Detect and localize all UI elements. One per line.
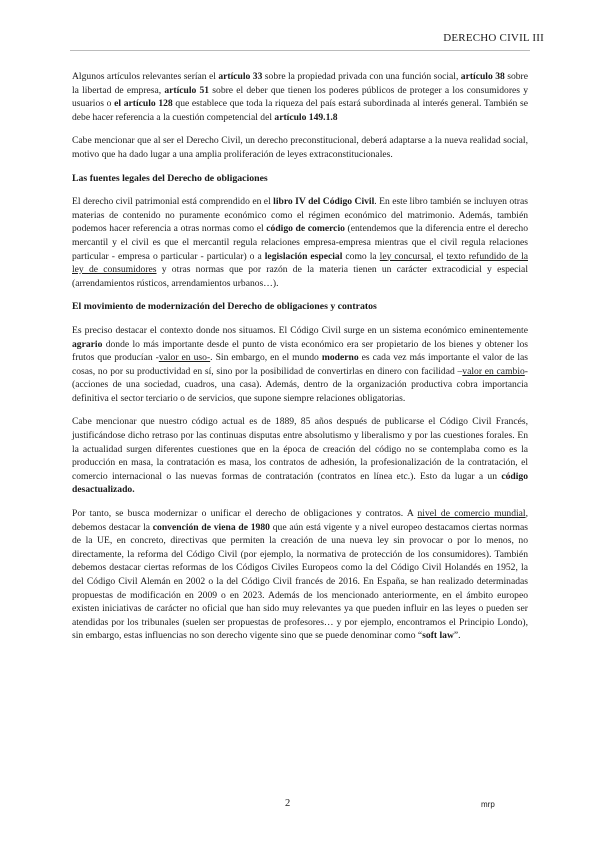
text-run: El derecho civil patrimonial está comprendido en el	[72, 196, 274, 208]
author-initials: mrp	[481, 800, 495, 809]
bold-convencion-viena: convención de viena de 1980	[152, 521, 270, 533]
text-run: (entendemos que la diferencia entre el derecho mercantil y el civil es que el mercantil regula relaciones empresa-empresa mientras que el civil regula relaciones particular - empresa o particular - particular) o a	[72, 223, 528, 262]
heading-modernization: El movimiento de modernización del Derecho de obligaciones y contratos	[72, 301, 377, 313]
text-run: sobre el deber que tienen los poderes públicos de proteger a los consumidores y usuarios o	[72, 84, 529, 110]
paragraph-code-1889	[72, 415, 528, 497]
text-run: sobre la libertad de empresa,	[72, 71, 528, 96]
underline-valor-en-cambio: valor en cambio	[462, 365, 525, 377]
paragraph-preconstitutional: Cabe mencionar que al ser el Derecho Civil, un derecho preconstitucional, deberá adaptarse a la nueva realidad social, motivo que ha dado lugar a una amplia proliferación de leyes extraconstitucionales.	[72, 135, 528, 160]
header-divider	[70, 50, 530, 51]
underline-texto-refundido: texto refundido de la ley de consumidores	[72, 250, 529, 276]
paragraph-civil-patrimonial	[72, 195, 528, 290]
bold-article-38: artículo 38	[460, 71, 505, 82]
text-run: . En este libro también se incluyen otras materias de contenido no puramente económico como el régimen económico del matrimonio. Además, también podemos hacer referencia a otras normas como el	[72, 196, 528, 235]
heading-legal-sources: Las fuentes legales del Derecho de obligaciones	[72, 172, 268, 184]
bold-article-128: el artículo 128	[114, 98, 173, 110]
bold-legislacion-especial: legislación especial	[264, 250, 343, 262]
running-header: DERECHO CIVIL III	[443, 32, 544, 44]
bold-codigo-comercio: código de comercio	[266, 223, 345, 235]
text-run: . Sin embargo, en el mundo	[210, 352, 322, 364]
text-run: , debemos destacar la	[72, 508, 528, 533]
text-run: donde lo más importante desde el punto de vista económico era ser propietario de los bienes y obtener los frutos que producían -	[72, 338, 528, 364]
bold-soft-law: soft law	[422, 630, 454, 642]
bold-article-149: artículo 149.1.8	[274, 111, 338, 123]
document-body	[72, 70, 528, 653]
text-run: que aún está vigente y a nivel europeo destacamos ciertas normas de la UE, en concreto, directivas que permiten la creación de una nueva ley sin provocar o por lo menos, no directamente, la reforma del Código Civil (por ejemplo, la normativa de protección de los consumidores). También debemos destacar ciertas reformas de los Códigos Civiles Europeos como la del Código Civil Holandés en 1952, la del Código Civil Alemán en 2002 o la del Código Civil francés de 2016. En España, se han realizado determinadas propuestas de modificación en 2009 o en 2023. Además de los mencionado anteriormente, en el ámbito europeo existen iniciativas de carácter no oficial que han sido muy relevantes ya que pueden influir en las leyes o pueden ser atendidas por los tribunales (suelen ser propuestas de profesores… y por ejemplo, encontramos el Principio Londo), sin embargo, estas influencias no son derecho vigente sino que se puede denominar como “	[72, 521, 528, 642]
text-run: sobre la propiedad privada con una función social,	[262, 71, 461, 82]
underline-valor-en-uso: valor en uso-	[158, 352, 211, 364]
text-run: - (acciones de una sociedad, cuadros, una casa). Además, dentro de la organización productiva cobra importancia definitiva el sector terciario o de servicios, que supone siempre relaciones obligatorias.	[72, 365, 528, 404]
text-run: Algunos artículos relevantes serían el	[72, 71, 219, 82]
bold-moderno: moderno	[321, 352, 359, 364]
text-run: y otras normas que por razón de la materia tienen un carácter extracodicial y especial (arrendamientos rústicos, arrendamientos urbanos…).	[72, 264, 528, 289]
text-run: Cabe mencionar que nuestro código actual es de 1889, 85 años después de publicarse el Código Civil Francés, justificándose dicho retraso por las continuas disputas entre absolutismo y liberalismo y por las cuestiones forales. En la actualidad surgen diferentes cuestiones que en la época de creación del código no se contemplaba como es la producción en masa, la contratación es masa, los contratos de adhesión, la profesionalización de la contratación, el comercio internacional o las nuevas formas de contratación (contratos en línea etc.). Esto da lugar a un	[72, 416, 528, 482]
text-run: ”.	[453, 630, 461, 642]
paragraph-constitution-articles	[72, 70, 528, 124]
text-run: , el	[431, 250, 447, 262]
bold-codigo-desactualizado: código desactualizado.	[72, 470, 528, 496]
text-run: como la	[342, 250, 380, 262]
underline-ley-concursal: ley concursal	[379, 250, 432, 262]
bold-article-51: artículo 51	[164, 84, 210, 96]
bold-agrario: agrario	[72, 338, 103, 350]
bold-article-33: artículo 33	[218, 71, 263, 82]
paragraph-modernize-unify	[72, 507, 528, 643]
paragraph-economic-context	[72, 324, 528, 406]
bold-libro-iv: libro IV del Código Civil	[273, 196, 375, 208]
underline-comercio-mundial: nivel de comercio mundial	[417, 508, 526, 520]
text-run: Es preciso destacar el contexto donde nos situamos. El Código Civil surge en un sistema económico eminentemente	[72, 324, 528, 336]
text-run: que establece que toda la riqueza del país estará subordinada al interés general. También se debe hacer referencia a la cuestión competencial del	[72, 98, 528, 123]
text-run: Por tanto, se busca modernizar o unificar el derecho de obligaciones y contratos. A	[72, 508, 418, 520]
page-number: 2	[285, 798, 291, 809]
text-run: es cada vez más importante el valor de las cosas, no por su productividad en sí, sino por la posibilidad de convertirlas en dinero con facilidad –	[72, 352, 528, 377]
